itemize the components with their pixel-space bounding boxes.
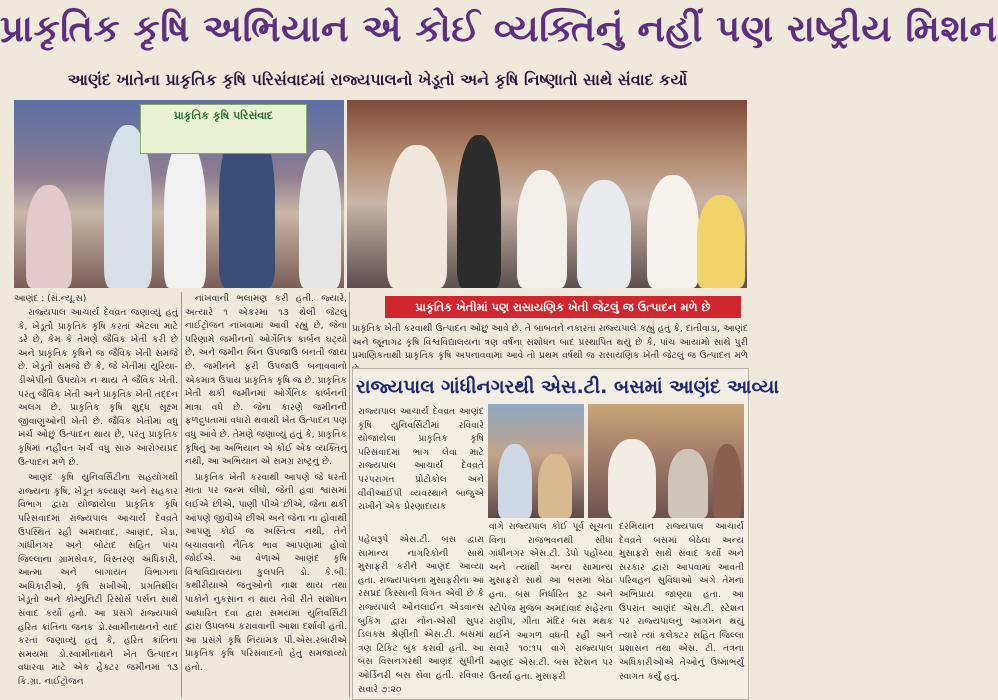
photo-governor-in-bus bbox=[588, 404, 744, 518]
article-column-2 bbox=[185, 292, 347, 698]
inset-column-2: વાગે રાજ્યપાલ કોઈ પૂર્વ સૂચના વિના રાજભવનથી સીધા ગાંધીનગર એસ.ટી. ડેપો પહોંચ્યા અને ત્યાંથી અન્ય સામાન્ય મુસાફરો સાથે આ બસમાં બેઠા હતા. બસ નિર્ધારિત રૂટ અને સ્ટોપેજ મુજબ અમદાવાદ સહેરના રાણીપ, ગીતા મંદિર બસ મથક થઈને આગળ વધતી રહી અને સવારે ૧૦:૧૫ વાગે રાજ્યપાલ આણંદ એસ.ટી. બસ સ્ટેશન પર ઉતર્યા હતા. મુસાફરી bbox=[489, 521, 613, 682]
photo-banner-text: પ્રાકૃતિક કૃષિ પરિસંવાદ bbox=[173, 109, 274, 122]
column-divider bbox=[181, 292, 182, 698]
sidebar-paragraph: પ્રાકૃતિક ખેતી કરવાથી ઉત્પાદન ઓછું આવે છે. તે બાબતને નકારતાં રાજ્યપાલે કહ્યું હતું કે, દાંતીવાડા, આણંદ અને જૂનાગઢ કૃષિ વિશ્વવિદ્યાલયના ત્રણ વર્ષના સંશોધન બાદ પ્રસ્થાપિત થયું છે કે, પાંચ આયામો સાથે પુરી પ્રમાણિકતાથી પ્રાકૃતિક કૃષિ અપનાવવામાં આવે તો પ્રથમ વર્ષથી જ રાસાયણિક ખેતી જેટલું જ ઉત્પાદન મળે bbox=[352, 323, 748, 362]
inset-headline: રાજ્યપાલ ગાંધીનગરથી એસ.ટી. બસમાં આણંદ આવ્યા bbox=[356, 376, 779, 398]
article-paragraph: પ્રાકૃતિક ખેતી કરવાથી આપણે જે ધરતી માતા પર જન્મ લીધો, જેની હવા શ્વાસમાં લઈએ છીએ, પાણી પીએ છીએ, જેના થકી આપણે જીવીએ છીએ અને જેના ના હોવાથી આપણું કોઈ જ અસ્તિત્વ નથી, તેને બચાવવાનો નૈતિક ભાવ આપણામાં હોવો જોઈએ. આ વેળાએ આણંદ કૃષિ વિશ્વવિદ્યાલયના કુલપતિ ડો. કે.બી. કથીરીયાએ જંતુઓનો નાશ થાય તથા પાકોને નુકસાન ન થાય તેવી રીતે સંશોધન આધારિત દવા દ્વારા સમયમાં યુનિવર્સિટી દ્વારા ઉપલબ્ધ કરાવવાની આશા દર્શાવી હતી. આ પ્રસંગે કૃષિ નિયામક પી.એસ.રબારીએ પ્રાકૃતિક કૃષિ પરિસંવાદનો હેતુ સમજાવ્યો હતો. bbox=[185, 471, 347, 674]
inset-column-3: દરમિયાન રાજ્યપાલ આચાર્ય દેવવ્રતે બસમાં બેઠેલા અન્ય મુસાફરો સાથે સંવાદ કર્યો અને સરકાર દ્વારા આપવામાં આવતી પરિવહન સુવિધાઓ અંગે તેમના અભિપ્રાય જાણ્યા હતા. આ ઉપરાંત આણંદ એસ.ટી. સ્ટેશન પર રાજ્યપાલનું આગમન થયું ત્યારે ત્યાં કલેક્ટર સહિત જિલ્લા પ્રશાસન તથા એસ. ટી. તંત્રના અધિકારીઓએ તેઓનું ઉષ્માભર્યું સ્વાગત કર્યું હતું. bbox=[619, 521, 744, 682]
column-divider bbox=[349, 292, 350, 698]
photo-audience bbox=[347, 100, 747, 288]
photo-banner-board bbox=[140, 104, 307, 154]
page-headline: પ્રાકૃતિક કૃષિ અભિયાન એ કોઈ વ્યક્તિનું નહીં પણ રાષ્ટ્રીય મિશન bbox=[0, 7, 998, 50]
article-paragraph: નાંખવાની ભલામણ કરી હતી. જ્યારે, અત્યારે ૧ એકરમાં ૧૩ થેલી જેટલું નાઈટ્રોજન નાંખવામાં આવી રહ્યું છે, જેના પરિણામે જમીનનો ઓર્ગેનિક કાર્બન ઘટ્યો છે, અને જમીન બિન ઉપજાઉ બનતી જાય છે. જમીનને ફરી ઉપજાઉ બનાવવાનો એકમાત્ર ઉપાય પ્રાકૃતિક કૃષિ જ છે. પ્રાકૃતિક ખેતી થકી જમીનમાં ઓર્ગેનિક કાર્બનની માત્રા વધે છે. જેના કારણે જમીનની ફળદ્રુપતામાં વધારો થવાથી ખેત ઉત્પાદન પણ વધુ આવે છે. તેમણે જણાવ્યું હતું કે, પ્રાકૃતિક કૃષિનું આ અભિયાન એ કોઈ એક વ્યક્તિનું નથી, આ અભિયાન એ સમગ્ર રાષ્ટ્રનું છે. bbox=[185, 293, 347, 468]
article-paragraph: રાજ્યપાલ આચાર્ય દેવવ્રત જણાવ્યું હતું કે, ખેડૂતો પ્રાકૃતિક કૃષિ કરતાં એટલા માટે ડરે છે, કેમ કે તેમણે જૈવિક ખેતી કરી છે અને પ્રાકૃતિક કૃષિને જ જૈવિક ખેતી સમજે છે. ખેડૂતો સમજે છે કે, જે ખેતીમાં યુરિયા-ડીએપીનો ઉપયોગ ન થાય તે જૈવિક ખેતી. પરંતુ જૈવિક ખેતી અને પ્રાકૃતિક ખેતી તદ્દન અલગ છે. પ્રાકૃતિક કૃષિ શુદ્ધ સૂક્ષ્મ જીવાણુઓની ખેતી છે. જૈવિક ખેતીમાં વધુ ખર્ચ ઓછું ઉત્પાદન થાય છે, પરંતુ પ્રાકૃતિક કૃષિમાં નહીંવત ખર્ચ વધુ સારું આરોગ્યપ્રદ ઉત્પાદન મળે છે. bbox=[18, 307, 178, 468]
article-column-1 bbox=[18, 306, 178, 698]
inset-column-1a: રાજ્યપાલ આચાર્ય દેવવ્રત આણંદ કૃષિ યુનિવર્સિટીમાં રવિવારે યોજાયેલા પ્રાકૃતિક કૃષિ પરિસંવાદમાં ભાગ લેવા માટે રાજ્યપાલ આચાર્ય દેવવ્રતે પરંપરાગત પ્રોટોકોલ અને વીવીઆઈપી વ્યવસ્થાને બાજુએ રાખીને એક પ્રેરણાદાયક bbox=[358, 406, 484, 513]
photo-bus-passengers bbox=[488, 404, 584, 518]
article-paragraph: આણંદ કૃષિ યુનિવર્સિટીના સહયોગથી રાજ્યના કૃષિ, ખેડૂત કલ્યાણ અને સહકાર વિભાગ દ્વારા યોજાયેલા પ્રાકૃતિક કૃષિ પરિસંવાદમાં રાજ્યપાલ આચાર્ય દેવવ્રતે ઉપસ્થિત રહી અમદાવાદ, આણંદ, ખેડા, ગાંધીનગર અને બોટાદ સહિત પાંચ જિલ્લાના ગ્રામસેવક, વિસ્તરણ અધિકારી, આત્મા અને બાગાયત વિભાગના અધિકારીઓ, કૃષિ સખીઓ, પ્રગતિશીલ ખેડૂતો અને કોમ્યુનિટી રિસોર્સ પર્સન સાથે સંવાદ કર્યો હતો. આ પ્રસંગે રાજ્યપાલે હરિત ક્રાંતિના જનક ડો.સ્વામીનાથનને યાદ કરતાં જણાવ્યું હતું કે, હરિત ક્રાંતિના સમયમાં ડો.સ્વામીનાથને ખેત ઉત્પાદન વધારવા માટે એક હેક્ટર જમીનમાં ૧૩ કિ.ગ્રા. નાઈટ્રોજન bbox=[18, 472, 178, 688]
inset-column-1b: પહેલરૂપે એસ.ટી. બસ દ્વારા સામાન્ય નાગરિકોની સાથે મુસાફરી કરીને આણંદ આવ્યા હતા. રાજ્યપાલના મુસાફરીના આ રસપ્રદ કિસ્સાની વિગત એવી છે કે રાજ્યપાલે ઓનલાઈન એડવાન્સ બુકિંગ દ્વારા નોન-એસી સુપર ડિલક્સ શ્રેણીની એસ.ટી. બસમાં ત્રણ ટિકિટ બુક કરાવી હતી. આ બસ વિસનગરથી આણંદ સુધીની ઓર્ડિનરી બસ સેવા હતી. રવિવાર સવારે ૭:૨૦ bbox=[358, 534, 484, 695]
page-subheadline: આણંદ ખાતેના પ્રાકૃતિક કૃષિ પરિસંવાદમાં રાજ્યપાલનો ખેડૂતો અને કૃષિ નિષ્ણાતો સાથે સંવાદ કર્યો bbox=[67, 70, 688, 89]
red-subheading-banner: પ્રાકૃતિક ખેતીમાં પણ રાસાયણિક ખેતી જેટલું જ ઉત્પાદન મળે છે bbox=[385, 296, 741, 318]
photo-credit: આણંદ : (સં.ન્યૂ.સ) bbox=[14, 294, 87, 304]
